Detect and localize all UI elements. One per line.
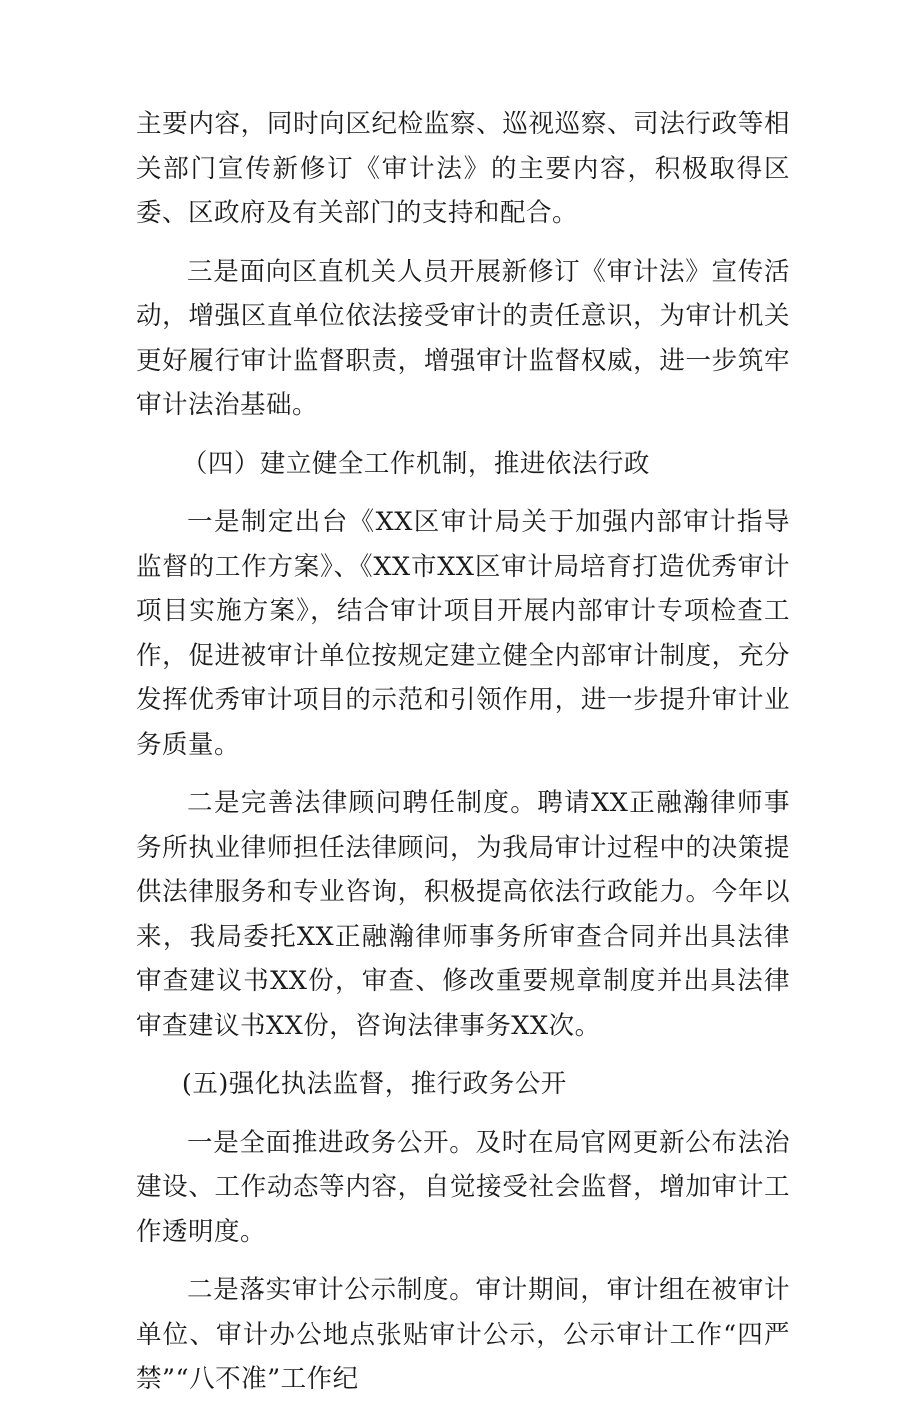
paragraph-four-one: 一是制定出台《XX区审计局关于加强内部审计指导监督的工作方案》、《XX市XX区审计局培育打造优秀审计项目实施方案》，结合审计项目开展内部审计专项检查工作，促进被审计单位按规定建立健全内部审计制度，充分发挥优秀审计项目的示范和引领作用，进一步提升审计业务质量。 <box>136 507 790 760</box>
paragraph-three: 三是面向区直机关人员开展新修订《审计法》宣传活动，增强区直单位依法接受审计的责任意识，为审计机关更好履行审计监督职责，增强审计监督权威，进一步筑牢审计法治基础。 <box>136 256 790 420</box>
section-heading-five: (五)强化执法监督，推行政务公开 <box>181 1069 567 1099</box>
section-heading-four: （四）建立健全工作机制，推进依法行政 <box>181 448 650 479</box>
paragraph-four-two: 二是完善法律顾问聘任制度。聘请XX正融瀚律师事务所执业律师担任法律顾问，为我局审计过程中的决策提供法律服务和专业咨询，积极提高依法行政能力。今年以来，我局委托XX正融瀚律师事务所审查合同并出具法律审查建议书XX份，审查、修改重要规章制度并出具法律审查建议书XX份，咨询法律事务XX次。 <box>136 788 790 1041</box>
paragraph-five-two: 二是落实审计公示制度。审计期间，审计组在被审计单位、审计办公地点张贴审计公示，公示审计工作“四严禁”“八不准”工作纪 <box>136 1275 790 1394</box>
paragraph-five-one: 一是全面推进政务公开。及时在局官网更新公布法治建设、工作动态等内容，自觉接受社会监督，增加审计工作透明度。 <box>136 1127 790 1247</box>
paragraph-continued: 主要内容，同时向区纪检监察、巡视巡察、司法行政等相关部门宣传新修订《审计法》的主要内容，积极取得区委、区政府及有关部门的支持和配合。 <box>136 109 790 228</box>
